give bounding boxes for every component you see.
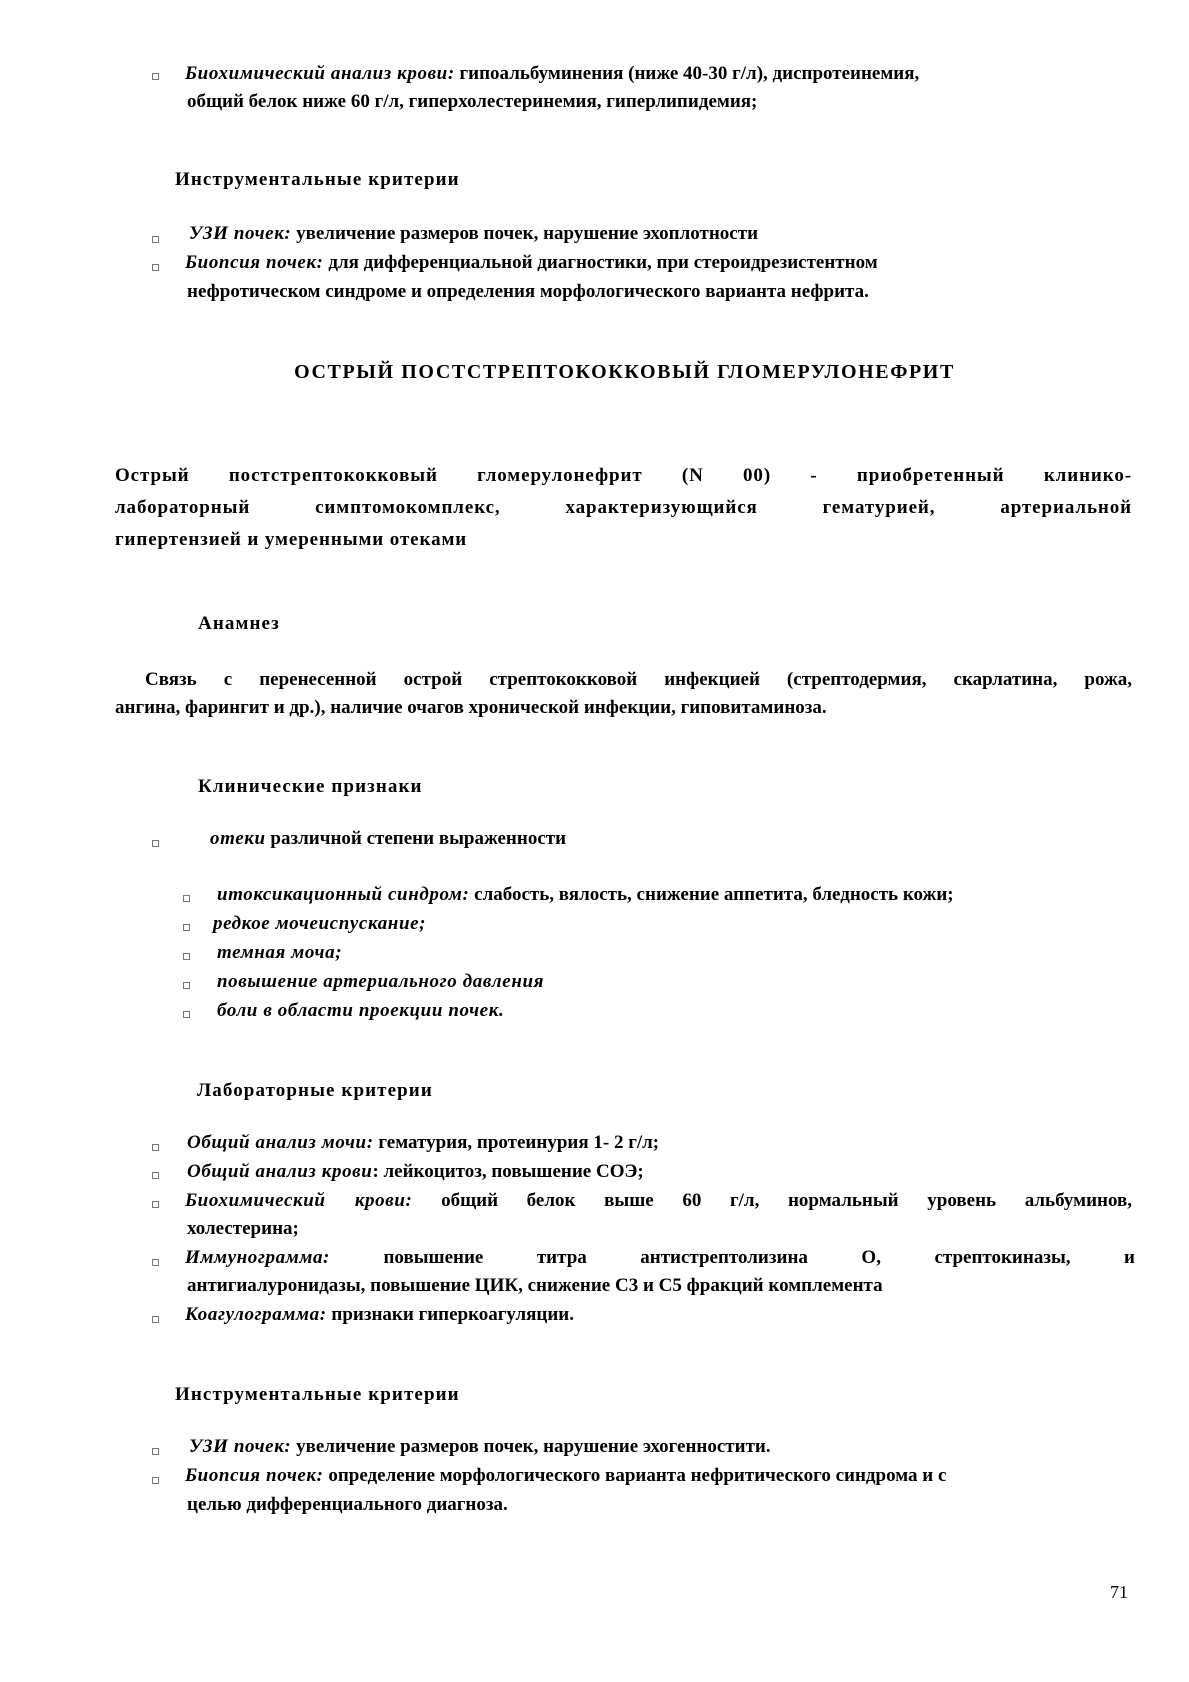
item-continuation: нефротическом синдроме и определения морфологического варианта нефрита. [187,281,869,302]
item-text: гипоальбуминения (ниже 40-30 г/л), диспротеинемия, [454,63,920,84]
item-text: увеличение размеров почек, нарушение эхоплотности [291,223,759,244]
list-bullet [183,924,190,931]
list-item [187,1158,644,1186]
list-item [217,881,954,909]
list-bullet [152,1448,159,1455]
item-term: Общий анализ крови [187,1161,373,1182]
definition-line: гипертензией и умеренными отеками [115,529,468,550]
list-bullet [152,1316,159,1323]
list-item [187,1129,659,1157]
list-bullet [183,953,190,960]
list-bullet [183,1011,190,1018]
item-term: Биохимический крови: [185,1190,413,1211]
item-text: различной степени выраженности [265,828,567,849]
definition-line: Острый постстрептококковый гломерулонефрит (N 00) - приобретенный клинико- [115,465,1132,486]
list-bullet [152,1201,159,1208]
item-term: Биохимический анализ крови: [185,63,455,84]
list-item [185,1462,946,1490]
item-term: Коагулограмма: [185,1304,327,1325]
item-term: УЗИ почек: [189,223,292,244]
page-number: 71 [1110,1582,1128,1602]
section-heading: Клинические признаки [198,776,423,797]
list-item [185,60,919,88]
list-bullet [152,1172,159,1179]
list-bullet [183,895,190,902]
section-heading: Инструментальные критерии [175,1384,460,1405]
definition-line: лабораторный симптомокомплекс, характеризующийся гематурией, артериальной [115,497,1132,518]
item-term: Общий анализ мочи: [187,1132,374,1153]
list-item [189,220,758,248]
list-item [217,939,342,967]
list-bullet [152,840,159,847]
list-item [213,910,426,938]
list-bullet [152,1144,159,1151]
item-text: гематурия, протеинурия 1- 2 г/л; [373,1132,660,1153]
item-term: боли в области проекции почек. [217,1000,505,1021]
item-text: определение морфологического варианта нефритического синдрома и с [323,1465,947,1486]
item-text: увеличение размеров почек, нарушение эхогенностити. [291,1436,771,1457]
list-item [185,249,878,277]
list-bullet [183,982,190,989]
item-continuation: целью дифференциального диагноза. [187,1494,508,1515]
item-text: повышение титра антистрептолизина О, стрептокиназы, и [329,1247,1135,1268]
item-term: повышение артериального давления [217,971,545,992]
item-continuation: антигиалуронидазы, повышение ЦИК, снижение С3 и С5 фракций комплемента [187,1275,883,1296]
item-term: отеки [210,828,266,849]
item-term: Биопсия почек: [185,1465,324,1486]
anamnesis-line: ангина, фарингит и др.), наличие очагов хронической инфекции, гиповитаминоза. [115,697,827,718]
list-item [185,1244,1135,1272]
list-item [189,1433,771,1461]
list-item [185,1187,1132,1215]
item-term: Иммунограмма: [185,1247,330,1268]
list-bullet [152,264,159,271]
item-continuation: общий белок ниже 60 г/л, гиперхолестеринемия, гиперлипидемия; [187,91,758,112]
anamnesis-line: Связь с перенесенной острой стрептококковой инфекцией (стрептодермия, скарлатина, рожа, [145,669,1132,690]
item-term: Биопсия почек: [185,252,324,273]
item-term: УЗИ почек: [189,1436,292,1457]
list-item [217,997,504,1025]
item-term: темная моча; [217,942,343,963]
list-item [217,968,544,996]
item-text: признаки гиперкоагуляции. [326,1304,574,1325]
section-heading: Лабораторные критерии [197,1080,433,1101]
item-continuation: холестерина; [187,1218,299,1239]
item-term: итоксикационный синдром: [217,884,470,905]
list-bullet [152,1259,159,1266]
list-bullet [152,1477,159,1484]
section-heading: Инструментальные критерии [175,169,460,190]
list-item [210,825,566,853]
section-title: ОСТРЫЙ ПОСТСТРЕПТОКОККОВЫЙ ГЛОМЕРУЛОНЕФРИТ [294,361,955,383]
item-term: редкое мочеиспускание; [213,913,427,934]
list-bullet [152,73,159,80]
list-item [185,1301,574,1329]
section-heading: Анамнез [198,613,280,634]
item-text: слабость, вялость, снижение аппетита, бледность кожи; [469,884,954,905]
item-text: : лейкоцитоз, повышение СОЭ; [372,1161,644,1182]
list-bullet [152,236,159,243]
item-text: для дифференциальной диагностики, при стероидрезистентном [323,252,878,273]
item-text: общий белок выше 60 г/л, нормальный уровень альбуминов, [412,1190,1132,1211]
